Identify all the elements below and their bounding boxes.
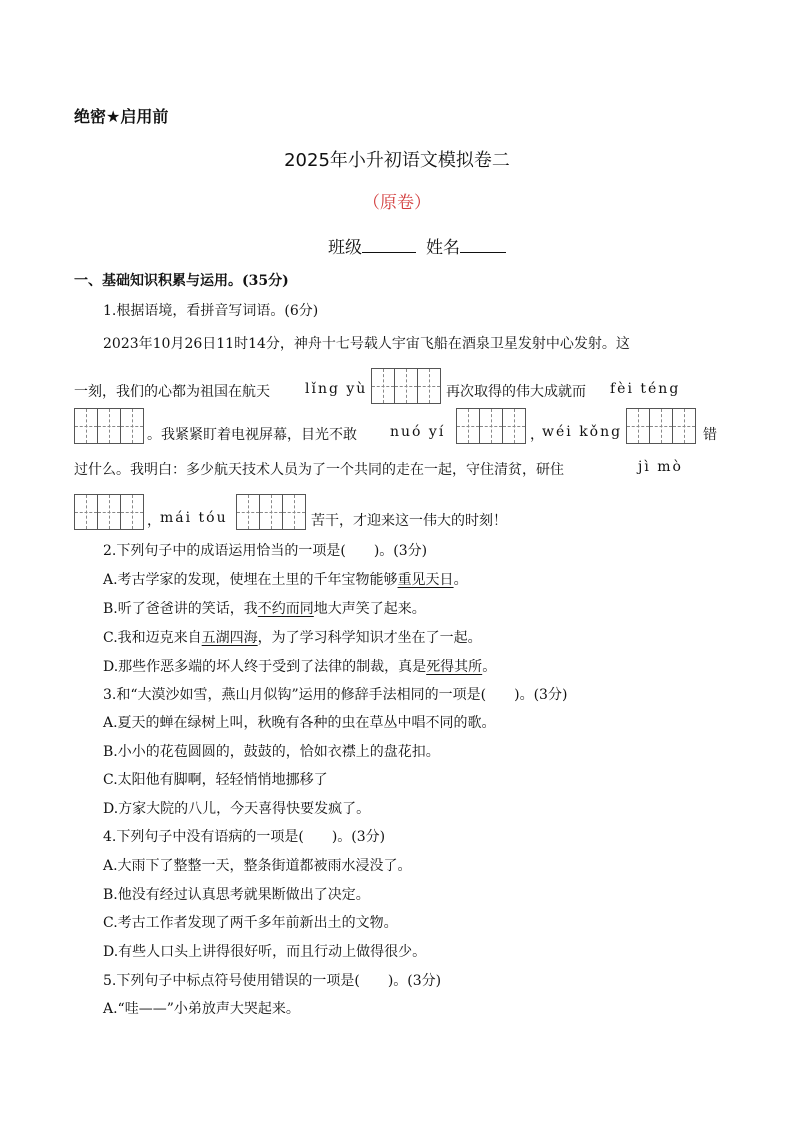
q3-stem: 3.和“大漠沙如雪，燕山月似钩”运用的修辞手法相同的一项是( )。(3分): [103, 687, 568, 703]
q1-passage-line-2b: 再次取得的伟大成就而: [446, 384, 586, 400]
q3-option-d[interactable]: D.方家大院的八儿，今天喜得快要发疯了。: [103, 801, 371, 817]
q1-passage-line-3a: 。我紧紧盯着电视屏幕，目光不敢: [147, 427, 357, 443]
answer-cell[interactable]: [626, 408, 650, 444]
q2-option-a[interactable]: A.考古学家的发现，使埋在土里的千年宝物能够重见天日。: [103, 572, 468, 588]
q1-passage-line-1: 2023年10月26日11时14分，神舟十七号载人宇宙飞船在酒泉卫星发射中心发射。这: [103, 336, 630, 352]
answer-cell[interactable]: [74, 408, 98, 444]
answer-grid-maitou[interactable]: [236, 494, 306, 530]
pinyin-lingyu: lǐng yù: [305, 381, 368, 397]
answer-cell[interactable]: [97, 408, 121, 444]
answer-cell[interactable]: [456, 408, 480, 444]
q1-passage-line-4: 过什么。我明白：多少航天技术人员为了一个共同的走在一起，守住清贫，研住: [74, 462, 564, 478]
q2-option-b[interactable]: B.听了爸爸讲的笑话，我不约而同地大声笑了起来。: [103, 601, 426, 617]
q4-option-b[interactable]: B.他没有经过认真思考就果断做出了决定。: [103, 887, 370, 903]
answer-cell[interactable]: [649, 408, 673, 444]
answer-cell[interactable]: [97, 494, 121, 530]
pinyin-weikong: wéi kǒng: [542, 424, 623, 440]
class-label: 班级: [328, 238, 362, 258]
q5-option-a[interactable]: A.“哇——”小弟放声大哭起来。: [103, 1001, 300, 1017]
answer-cell[interactable]: [120, 408, 144, 444]
answer-grid-jimo[interactable]: [74, 494, 144, 530]
pinyin-maitou: mái tóu: [160, 510, 228, 526]
section-heading: 一、基础知识积累与运用。(35分): [74, 273, 289, 289]
q2-option-c[interactable]: C.我和迈克来自五湖四海，为了学习科学知识才坐在了一起。: [103, 630, 482, 646]
answer-grid-weikong[interactable]: [626, 408, 696, 444]
answer-grid-feiteng[interactable]: [74, 408, 144, 444]
answer-cell[interactable]: [417, 368, 441, 404]
answer-cell[interactable]: [672, 408, 696, 444]
answer-cell[interactable]: [502, 408, 526, 444]
pinyin-feiteng: fèi téng: [610, 381, 681, 397]
answer-cell[interactable]: [282, 494, 306, 530]
pinyin-nuoyi: nuó yí: [390, 424, 446, 440]
answer-cell[interactable]: [259, 494, 283, 530]
answer-grid-lingyu[interactable]: [371, 368, 441, 404]
answer-grid-nuoyi[interactable]: [456, 408, 526, 444]
answer-cell[interactable]: [120, 494, 144, 530]
q4-option-a[interactable]: A.大雨下了整整一天，整条街道都被雨水浸没了。: [103, 858, 412, 874]
pinyin-jimo: jì mò: [638, 459, 683, 475]
q1-passage-line-5b: 苦干，才迎来这一伟大的时刻！: [311, 513, 507, 529]
answer-cell[interactable]: [74, 494, 98, 530]
q5-stem: 5.下列句子中标点符号使用错误的一项是( )。(3分): [103, 973, 442, 989]
q4-stem: 4.下列句子中没有语病的一项是( )。(3分): [103, 829, 386, 845]
q2-stem: 2.下列句子中的成语运用恰当的一项是( )。(3分): [103, 543, 428, 559]
q1-comma-2: ，: [147, 513, 161, 529]
page-title: 2025年小升初语文模拟卷二: [284, 150, 510, 171]
confidential-label: 绝密★启用前: [74, 107, 169, 126]
q4-option-d[interactable]: D.有些人口头上讲得很好听，而且行动上做得很少。: [103, 944, 427, 960]
answer-cell[interactable]: [236, 494, 260, 530]
q1-comma: ，: [530, 427, 544, 443]
name-label: 姓名: [426, 238, 460, 258]
answer-cell[interactable]: [479, 408, 503, 444]
q3-option-a[interactable]: A.夏天的蝉在绿树上叫，秋晚有各种的虫在草丛中唱不同的歌。: [103, 715, 496, 731]
answer-cell[interactable]: [394, 368, 418, 404]
q4-option-c[interactable]: C.考古工作者发现了两千多年前新出土的文物。: [103, 915, 398, 931]
class-blank[interactable]: [362, 252, 416, 253]
q2-option-d[interactable]: D.那些作恶多端的坏人终于受到了法律的制裁，真是死得其所。: [103, 659, 497, 675]
page-subtitle: （原卷）: [363, 193, 431, 213]
name-blank[interactable]: [460, 252, 506, 253]
q3-option-c[interactable]: C.太阳他有脚啊，轻轻悄悄地挪移了: [103, 772, 328, 788]
q1-passage-line-2a: 一刻，我们的心都为祖国在航天: [74, 384, 270, 400]
answer-cell[interactable]: [371, 368, 395, 404]
q1-stem: 1.根据语境，看拼音写词语。(6分): [103, 303, 319, 319]
q1-passage-line-3c: 错: [703, 427, 717, 443]
q3-option-b[interactable]: B.小小的花苞圆圆的，鼓鼓的，恰如衣襟上的盘花扣。: [103, 744, 440, 760]
student-info: [328, 233, 506, 258]
